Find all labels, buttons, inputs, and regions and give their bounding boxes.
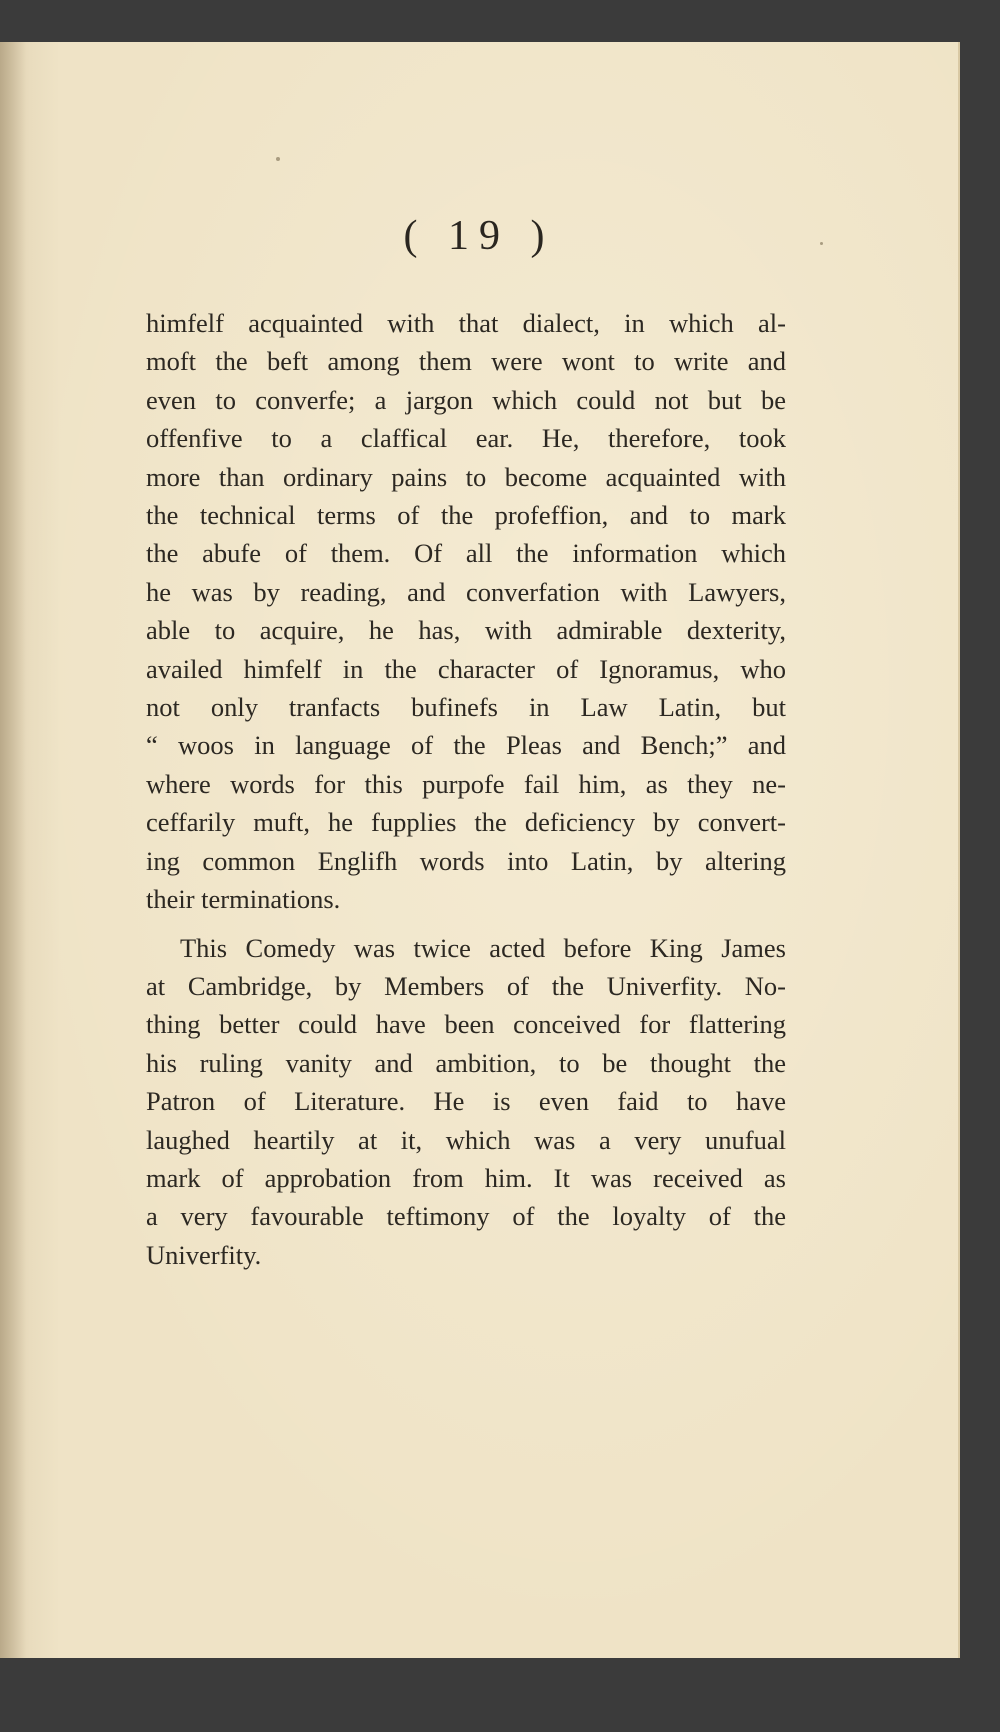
paragraph-gap <box>146 919 786 929</box>
text-line: mark of approbation from him. It was received as <box>146 1162 786 1193</box>
text-line: laughed heartily at it, which was a very unufual <box>146 1124 786 1155</box>
text-line: ing common Englifh words into Latin, by altering <box>146 845 786 876</box>
text-line: thing better could have been conceived for flattering <box>146 1009 786 1040</box>
book-page <box>0 42 960 1658</box>
text-line: where words for this purpofe fail him, as they ne- <box>146 768 786 799</box>
text-line: even to converfe; a jargon which could not but be <box>146 384 786 415</box>
page-number: ( 19 ) <box>403 213 555 259</box>
body-text <box>146 304 786 1274</box>
text-line: moft the beft among them were wont to write and <box>146 346 786 377</box>
text-line: availed himfelf in the character of Ignoramus, who <box>146 653 786 684</box>
text-line: able to acquire, he has, with admirable dexterity, <box>146 615 786 646</box>
paper-speck <box>276 157 280 161</box>
text-line: at Cambridge, by Members of the Univerfity. No- <box>146 970 786 1001</box>
text-line: a very favourable teftimony of the loyalty of the <box>146 1201 786 1232</box>
text-line: himfelf acquainted with that dialect, in which al- <box>146 308 786 338</box>
text-line: offenfive to a claffical ear. He, therefore, took <box>146 423 786 454</box>
gutter-shadow <box>0 42 26 1658</box>
text-line: Univerfity. <box>146 1239 262 1270</box>
text-line: This Comedy was twice acted before King James <box>180 932 786 963</box>
text-line: more than ordinary pains to become acquainted with <box>146 461 786 492</box>
text-line: the abufe of them. Of all the information which <box>146 538 786 569</box>
text-line: their terminations. <box>146 884 341 915</box>
text-line: he was by reading, and converfation with Lawyers, <box>146 576 786 607</box>
paragraph-2 <box>146 929 786 1275</box>
paragraph-1 <box>146 304 786 919</box>
text-line: his ruling vanity and ambition, to be thought the <box>146 1047 786 1078</box>
text-line: ceffarily muft, he fupplies the deficiency by convert- <box>146 807 786 838</box>
text-line: not only tranfacts bufinefs in Law Latin, but <box>146 692 786 723</box>
text-line: “ woos in language of the Pleas and Bench;” and <box>146 730 786 761</box>
text-line: Patron of Literature. He is even faid to have <box>146 1086 786 1117</box>
text-line: the technical terms of the profeffion, and to mark <box>146 500 786 531</box>
